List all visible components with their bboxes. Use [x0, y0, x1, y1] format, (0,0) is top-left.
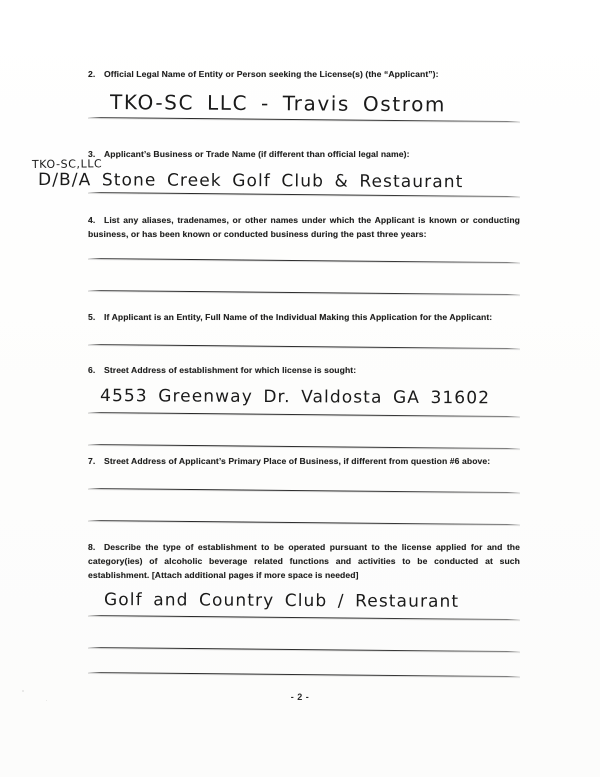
question-4-label: List any aliases, tradenames, or other names under which the Applicant is known or conducting business, or has been known or conducted business during the past three years: — [88, 215, 520, 239]
question-block-6 — [88, 364, 520, 378]
question-7-label: Street Address of Applicant’s Primary Place of Business, if different from question #6 above: — [104, 456, 491, 466]
question-4-number: 4. — [88, 215, 96, 225]
question-block-2 — [88, 68, 520, 82]
question-5-label: If Applicant is an Entity, Full Name of the Individual Making this Application for the Applicant: — [104, 312, 493, 322]
answer-line-6-1[interactable] — [88, 412, 520, 417]
answer-line-5-1[interactable] — [88, 344, 520, 349]
question-7-text — [88, 455, 520, 469]
handwritten-answer-2: TKO-SC LLC - Travis Ostrom — [110, 90, 447, 117]
answer-line-3-1[interactable] — [88, 192, 520, 197]
answer-line-4-2[interactable] — [88, 290, 520, 295]
handwritten-answer-3: D/B/A Stone Creek Golf Club & Restaurant — [38, 170, 464, 193]
scan-speckle — [46, 700, 47, 701]
question-3-text — [88, 148, 520, 162]
answer-line-4-1[interactable] — [88, 258, 520, 263]
question-2-label: Official Legal Name of Entity or Person seeking the License(s) (the “Applicant”): — [104, 69, 439, 79]
question-6-label: Street Address of establishment for which license is sought: — [104, 365, 357, 375]
question-5-number: 5. — [88, 312, 96, 322]
page-number-footer: - 2 - — [290, 692, 310, 702]
question-6-text — [88, 364, 520, 378]
question-5-text — [88, 311, 520, 325]
answer-line-8-1[interactable] — [88, 615, 520, 620]
question-block-5 — [88, 311, 520, 325]
question-7-number: 7. — [88, 456, 96, 466]
question-8-text — [88, 541, 520, 583]
question-3-number: 3. — [88, 149, 96, 159]
scan-speckle — [22, 690, 24, 692]
handwritten-answer-8: Golf and Country Club / Restaurant — [104, 590, 460, 612]
answer-line-7-1[interactable] — [88, 488, 520, 493]
answer-line-7-2[interactable] — [88, 520, 520, 525]
question-2-text — [88, 68, 520, 82]
answer-line-6-2[interactable] — [88, 444, 520, 449]
handwritten-answer-3-above: TKO-SC,LLC — [31, 157, 103, 171]
answer-line-8-2[interactable] — [88, 647, 520, 652]
question-3-label: Applicant’s Business or Trade Name (if different than official legal name): — [104, 149, 410, 159]
question-block-7 — [88, 455, 520, 469]
question-block-8 — [88, 541, 520, 583]
question-2-number: 2. — [88, 69, 96, 79]
question-4-text — [88, 214, 520, 242]
answer-line-2-1[interactable] — [88, 117, 520, 122]
question-8-number: 8. — [88, 542, 96, 552]
answer-line-8-3[interactable] — [88, 672, 520, 677]
question-6-number: 6. — [88, 365, 96, 375]
question-block-3 — [88, 148, 520, 162]
question-8-label: Describe the type of establishment to be operated pursuant to the license applied for and the category(ies) of alcoholic beverage related functions and activities to be conducted at such establishment. [Attach additional pages if more space is needed] — [88, 542, 520, 580]
question-block-4 — [88, 214, 520, 242]
handwritten-answer-6: 4553 Greenway Dr. Valdosta GA 31602 — [100, 386, 491, 409]
